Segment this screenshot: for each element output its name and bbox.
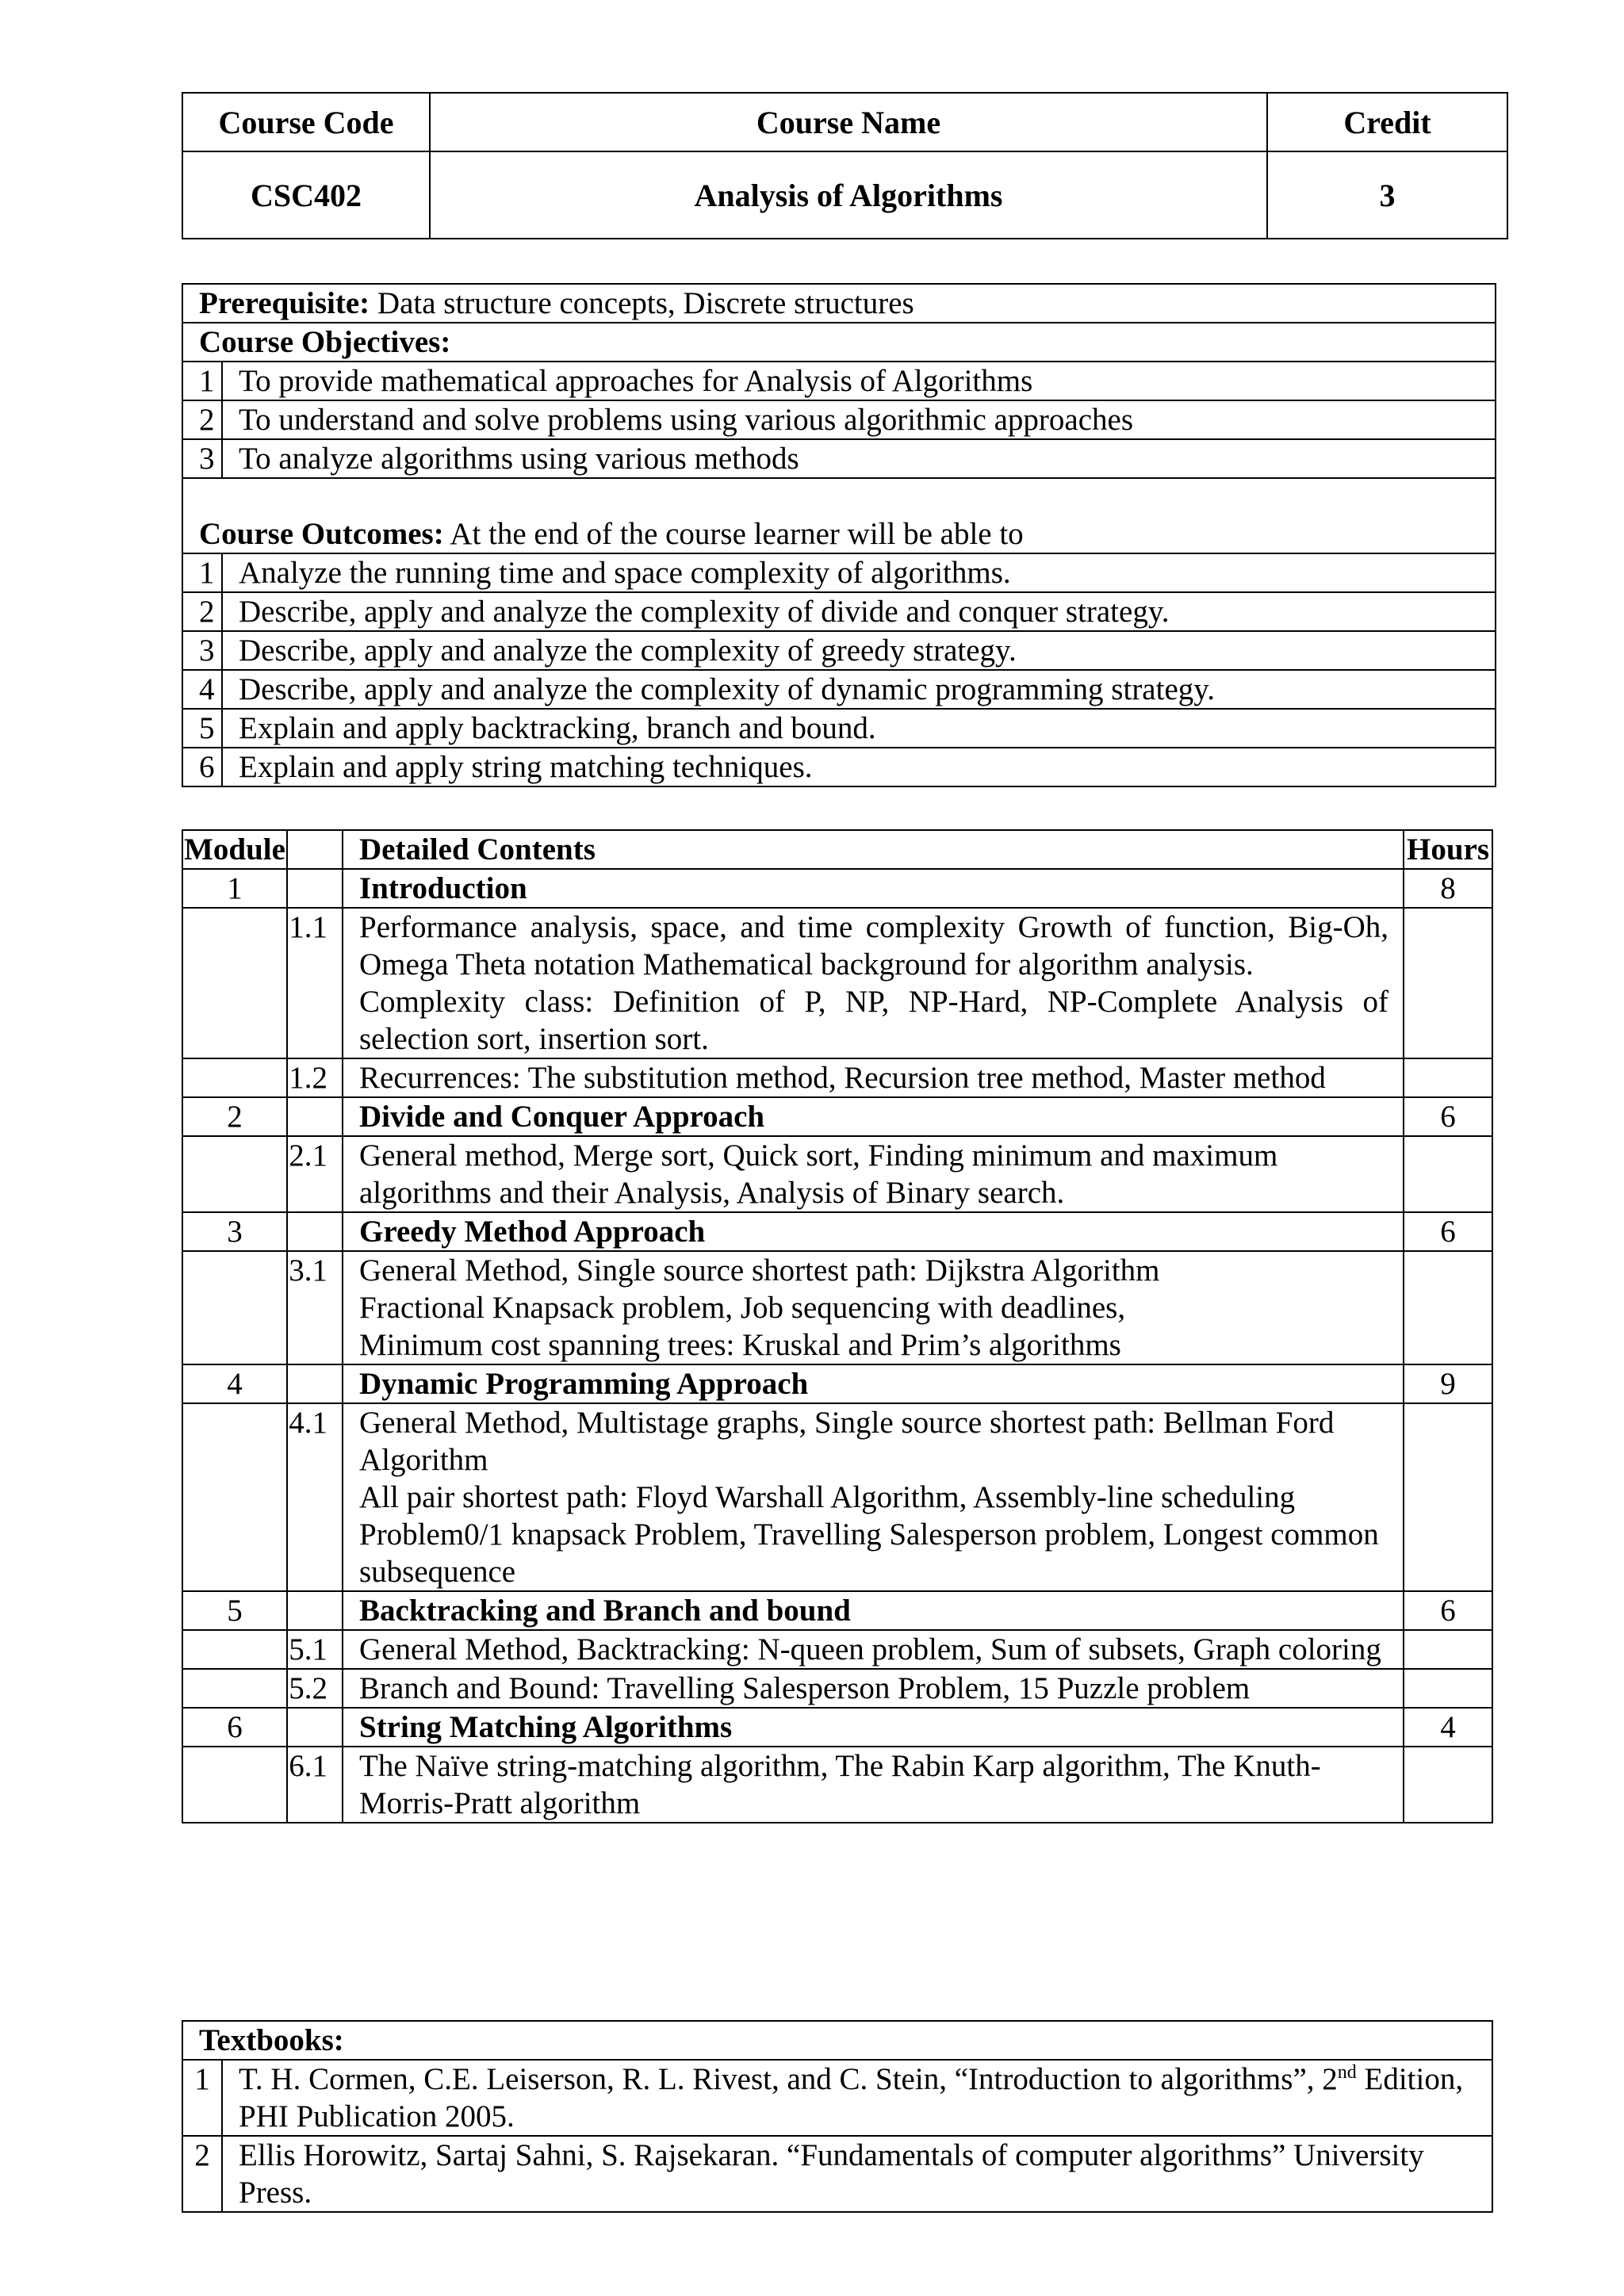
submodule-row [182, 1251, 1492, 1364]
outcome-number: 1 [182, 553, 222, 592]
submodule-row [182, 1136, 1492, 1212]
submodule-number: 1.1 [287, 908, 343, 1058]
submodule-module-empty [182, 1403, 287, 1591]
outcomes-list [182, 553, 1496, 786]
sub-header [287, 830, 343, 869]
outcome-row [182, 748, 1496, 786]
submodule-number: 4.1 [287, 1403, 343, 1591]
submodule-line: Branch and Bound: Travelling Salesperson Problem, 15 Puzzle problem [359, 1671, 1251, 1705]
module-list [182, 869, 1492, 1823]
textbook-entry [222, 2136, 1492, 2212]
module-title: Introduction [343, 869, 1404, 908]
outcome-row [182, 592, 1496, 631]
course-code-header: Course Code [182, 93, 430, 151]
submodule-number: 6.1 [287, 1747, 343, 1823]
outcome-text: Explain and apply backtracking, branch and bound. [222, 709, 1496, 748]
submodule-contents [343, 1403, 1404, 1591]
outcomes-spacer [199, 479, 1479, 515]
prerequisite-row [182, 284, 1496, 323]
module-hours: 9 [1404, 1364, 1492, 1403]
module-number: 3 [182, 1212, 287, 1251]
module-row [182, 1708, 1492, 1747]
submodule-module-empty [182, 908, 287, 1058]
textbook-text: T. H. Cormen, C.E. Leiserson, R. L. Rivest, and C. Stein, “Introduction to algorithms”, 2 [239, 2062, 1338, 2096]
outcomes-label: Course Outcomes: [199, 517, 444, 551]
module-sub-empty [287, 1097, 343, 1136]
submodule-number: 5.2 [287, 1669, 343, 1708]
textbook-text: Ellis Horowitz, Sartaj Sahni, S. Rajsekaran. “Fundamentals of computer algorithms” University Press. [239, 2138, 1424, 2210]
submodule-number: 1.2 [287, 1058, 343, 1097]
module-number: 5 [182, 1591, 287, 1630]
outcome-text: Explain and apply string matching techniques. [222, 748, 1496, 786]
credit-header: Credit [1267, 93, 1507, 151]
course-data-row [182, 151, 1507, 239]
submodule-module-empty [182, 1058, 287, 1097]
submodule-row [182, 1669, 1492, 1708]
outcome-row [182, 631, 1496, 670]
outcome-number: 6 [182, 748, 222, 786]
objective-row [182, 439, 1496, 478]
submodule-hours-empty [1404, 1251, 1492, 1364]
submodule-line: All pair shortest path: Floyd Warshall Algorithm, Assembly-line scheduling Problem0/1 knapsack Problem, Travelling Salesperson problem, Longest common subsequence [359, 1480, 1379, 1589]
outcome-text: Describe, apply and analyze the complexity of greedy strategy. [222, 631, 1496, 670]
submodule-row [182, 1403, 1492, 1591]
submodule-hours-empty [1404, 1747, 1492, 1823]
outcome-number: 3 [182, 631, 222, 670]
module-row [182, 1591, 1492, 1630]
textbook-superscript: nd [1337, 2062, 1357, 2083]
submodule-line: General Method, Single source shortest path: Dijkstra Algorithm [359, 1253, 1160, 1288]
submodule-line: Recurrences: The substitution method, Recursion tree method, Master method [359, 1061, 1326, 1095]
module-hours: 6 [1404, 1212, 1492, 1251]
course-name-header: Course Name [430, 93, 1267, 151]
textbook-text-continued: Edition, PHI Publication 2005. [239, 2062, 1464, 2133]
module-title: Divide and Conquer Approach [343, 1097, 1404, 1136]
course-header-row [182, 93, 1507, 151]
submodule-line: Minimum cost spanning trees: Kruskal and Prim’s algorithms [359, 1328, 1121, 1362]
prerequisite-label: Prerequisite: [199, 286, 370, 320]
submodule-hours-empty [1404, 1403, 1492, 1591]
module-row [182, 1364, 1492, 1403]
objectives-label: Course Objectives: [182, 323, 1496, 362]
submodule-hours-empty [1404, 1669, 1492, 1708]
objective-number: 1 [182, 362, 222, 400]
textbook-list [182, 2060, 1492, 2212]
submodule-contents [343, 1669, 1404, 1708]
module-number: 4 [182, 1364, 287, 1403]
outcome-number: 5 [182, 709, 222, 748]
submodule-number: 5.1 [287, 1630, 343, 1669]
module-hours: 6 [1404, 1591, 1492, 1630]
textbooks-label: Textbooks: [182, 2021, 1492, 2060]
submodule-line: General Method, Backtracking: N-queen problem, Sum of subsets, Graph coloring [359, 1632, 1381, 1667]
submodule-module-empty [182, 1251, 287, 1364]
module-sub-empty [287, 1212, 343, 1251]
textbook-row [182, 2136, 1492, 2212]
prerequisite-text: Data structure concepts, Discrete structures [370, 286, 914, 320]
objective-number: 3 [182, 439, 222, 478]
course-name: Analysis of Algorithms [430, 151, 1267, 239]
submodule-module-empty [182, 1630, 287, 1669]
submodule-line: General method, Merge sort, Quick sort, Finding minimum and maximum algorithms and their Analysis, Analysis of Binary search. [359, 1138, 1278, 1210]
objective-number: 2 [182, 400, 222, 439]
course-info-table [182, 283, 1496, 787]
module-hours: 6 [1404, 1097, 1492, 1136]
objective-row [182, 362, 1496, 400]
module-header-row [182, 830, 1492, 869]
submodule-line: Complexity class: Definition of P, NP, NP-Hard, NP-Complete Analysis of selection sort, insertion sort. [359, 985, 1388, 1056]
textbook-row [182, 2060, 1492, 2136]
objective-row [182, 400, 1496, 439]
module-title: Backtracking and Branch and bound [343, 1591, 1404, 1630]
module-sub-empty [287, 1364, 343, 1403]
objective-text: To analyze algorithms using various methods [222, 439, 1496, 478]
submodule-hours-empty [1404, 908, 1492, 1058]
submodule-contents [343, 1251, 1404, 1364]
module-number: 2 [182, 1097, 287, 1136]
module-sub-empty [287, 1708, 343, 1747]
submodule-module-empty [182, 1669, 287, 1708]
module-header: Module [182, 830, 287, 869]
submodule-module-empty [182, 1747, 287, 1823]
module-sub-empty [287, 869, 343, 908]
course-table [182, 92, 1508, 239]
outcome-row [182, 670, 1496, 709]
outcome-text: Describe, apply and analyze the complexity of divide and conquer strategy. [222, 592, 1496, 631]
outcome-row [182, 709, 1496, 748]
textbook-entry [222, 2060, 1492, 2136]
submodule-hours-empty [1404, 1058, 1492, 1097]
objective-text: To provide mathematical approaches for Analysis of Algorithms [222, 362, 1496, 400]
submodule-line: The Naïve string-matching algorithm, The Rabin Karp algorithm, The Knuth-Morris-Pratt algorithm [359, 1749, 1321, 1820]
submodule-row [182, 1058, 1492, 1097]
outcome-text: Describe, apply and analyze the complexity of dynamic programming strategy. [222, 670, 1496, 709]
module-number: 1 [182, 869, 287, 908]
submodule-line: Fractional Knapsack problem, Job sequencing with deadlines, [359, 1291, 1126, 1325]
module-hours: 8 [1404, 869, 1492, 908]
outcome-row [182, 553, 1496, 592]
submodule-row [182, 1747, 1492, 1823]
submodule-module-empty [182, 1136, 287, 1212]
module-row [182, 1212, 1492, 1251]
submodule-contents [343, 1136, 1404, 1212]
submodule-line: Performance analysis, space, and time complexity Growth of function, Big-Oh, Omega Theta notation Mathematical background for algorithm analysis. [359, 910, 1388, 982]
objectives-header-row [182, 323, 1496, 362]
contents-header: Detailed Contents [343, 830, 1404, 869]
module-sub-empty [287, 1591, 343, 1630]
submodule-contents [343, 1058, 1404, 1097]
module-title: Greedy Method Approach [343, 1212, 1404, 1251]
module-number: 6 [182, 1708, 287, 1747]
objective-text: To understand and solve problems using various algorithmic approaches [222, 400, 1496, 439]
objectives-list [182, 362, 1496, 478]
module-title: Dynamic Programming Approach [343, 1364, 1404, 1403]
module-title: String Matching Algorithms [343, 1708, 1404, 1747]
module-row [182, 869, 1492, 908]
course-credit: 3 [1267, 151, 1507, 239]
submodule-line: General Method, Multistage graphs, Single source shortest path: Bellman Ford Algorithm [359, 1406, 1335, 1477]
outcome-number: 4 [182, 670, 222, 709]
submodule-hours-empty [1404, 1630, 1492, 1669]
submodule-contents [343, 1747, 1404, 1823]
textbook-table [182, 2020, 1493, 2213]
submodule-number: 3.1 [287, 1251, 343, 1364]
module-row [182, 1097, 1492, 1136]
submodule-contents [343, 1630, 1404, 1669]
textbooks-header-row [182, 2021, 1492, 2060]
submodule-hours-empty [1404, 1136, 1492, 1212]
outcomes-intro: At the end of the course learner will be able to [443, 517, 1024, 551]
submodule-number: 2.1 [287, 1136, 343, 1212]
submodule-contents [343, 908, 1404, 1058]
module-hours: 4 [1404, 1708, 1492, 1747]
hours-header: Hours [1404, 830, 1492, 869]
submodule-row [182, 908, 1492, 1058]
module-table [182, 829, 1493, 1823]
outcome-number: 2 [182, 592, 222, 631]
textbook-number: 1 [182, 2060, 222, 2136]
course-code: CSC402 [182, 151, 430, 239]
outcomes-header-row [182, 478, 1496, 553]
outcome-text: Analyze the running time and space complexity of algorithms. [222, 553, 1496, 592]
submodule-row [182, 1630, 1492, 1669]
textbook-number: 2 [182, 2136, 222, 2212]
